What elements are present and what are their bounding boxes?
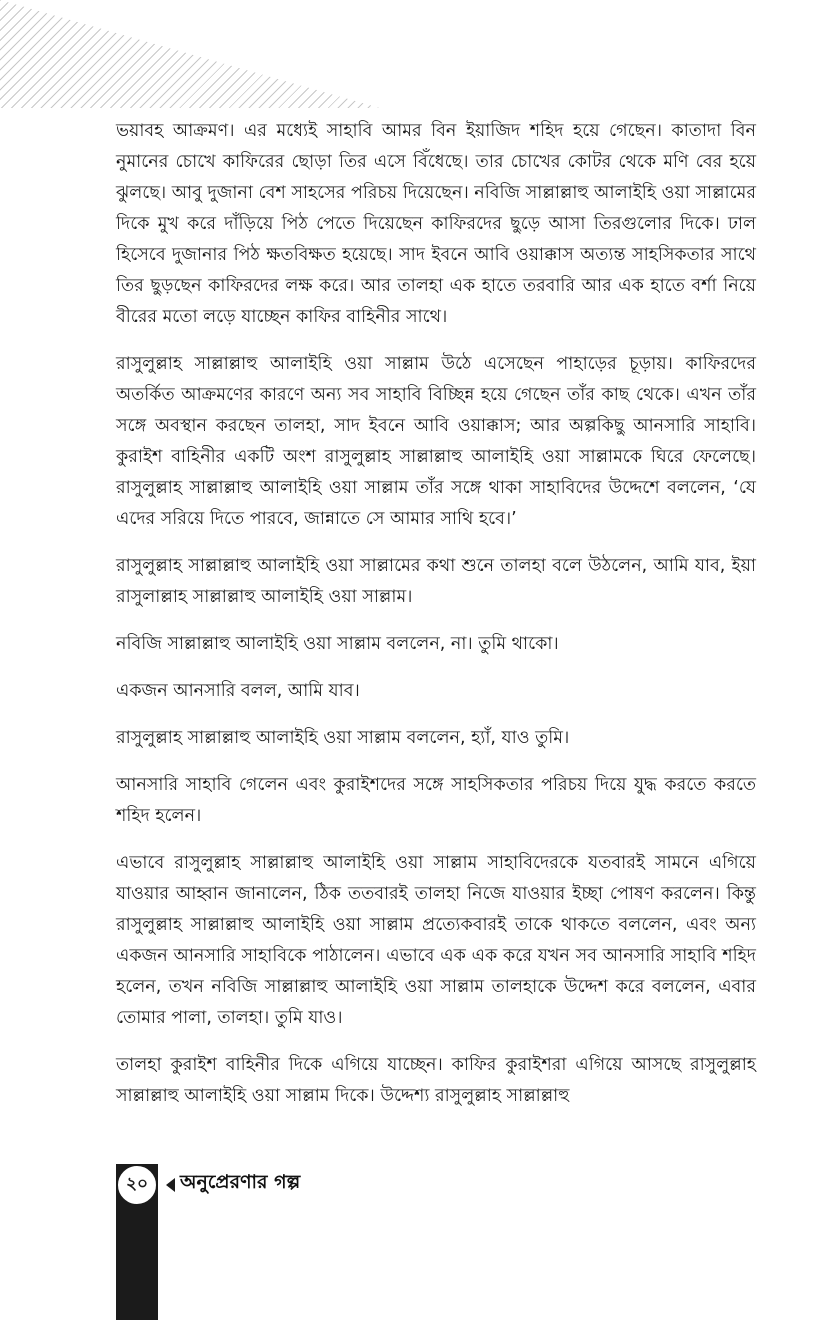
paragraph: রাসুলুল্লাহ সাল্লাল্লাহু আলাইহি ওয়া সাল্লাম উঠে এসেছেন পাহাড়ের চূড়ায়। কাফিরদের অতর্কিত আক্রমণের কারণে অন্য সব সাহাবি বিচ্ছিন্ন হয়ে গেছেন তাঁর কাছ থেকে। এখন তাঁর সঙ্গে অবস্থান করছেন তালহা, সাদ ইবনে আবি ওয়াক্কাস; আর অল্পকিছু আনসারি সাহাবি। কুরাইশ বাহিনীর একটি অংশ রাসুলুল্লাহ সাল্লাল্লাহু আলাইহি ওয়া সাল্লামকে ঘিরে ফেলেছে। রাসুলুল্লাহ সাল্লাল্লাহু আলাইহি ওয়া সাল্লাম তাঁর সঙ্গে থাকা সাহাবিদের উদ্দেশে বললেন, ‘যে এদের সরিয়ে দিতে পারবে, জান্নাতে সে আমার সাথি হবে।’ bbox=[116, 354, 756, 529]
paragraph: রাসুলুল্লাহ সাল্লাল্লাহু আলাইহি ওয়া সাল্লাম বললেন, হ্যাঁ, যাও তুমি। bbox=[116, 728, 570, 748]
paragraph: আনসারি সাহাবি গেলেন এবং কুরাইশদের সঙ্গে সাহসিকতার পরিচয় দিয়ে যুদ্ধ করতে করতে শহিদ হলেন। bbox=[116, 775, 756, 826]
paragraph: রাসুলুল্লাহ সাল্লাল্লাহু আলাইহি ওয়া সাল্লামের কথা শুনে তালহা বলে উঠলেন, আমি যাব, ইয়া রাসুলাল্লাহ সাল্লাল্লাহু আলাইহি ওয়া সাল্লাম। bbox=[116, 556, 756, 607]
book-title: অনুপ্রেরণার গল্প bbox=[180, 1171, 301, 1193]
paragraph: ভয়াবহ আক্রমণ। এর মধ্যেই সাহাবি আমর বিন ইয়াজিদ শহিদ হয়ে গেছেন। কাতাদা বিন নুমানের চোখে কাফিরের ছোড়া তির এসে বিঁধেছে। তার চোখের কোটর থেকে মণি বের হয়ে ঝুলছে। আবু দুজানা বেশ সাহসের পরিচয় দিয়েছেন। নবিজি সাল্লাল্লাহু আলাইহি ওয়া সাল্লামের দিকে মুখ করে দাঁড়িয়ে পিঠ পেতে দিয়েছেন কাফিরদের ছুড়ে আসা তিরগুলোর দিকে। ঢাল হিসেবে দুজানার পিঠ ক্ষতবিক্ষত হয়েছে। সাদ ইবনে আবি ওয়াক্কাস অত্যন্ত সাহসিকতার সাথে তির ছুড়ছেন কাফিরদের লক্ষ করে। আর তালহা এক হাতে তরবারি আর এক হাতে বর্শা নিয়ে বীরের মতো লড়ে যাচ্ছেন কাফির বাহিনীর সাথে। bbox=[116, 121, 756, 327]
body-text bbox=[116, 116, 756, 1128]
paragraph: তালহা কুরাইশ বাহিনীর দিকে এগিয়ে যাচ্ছেন। কাফির কুরাইশরা এগিয়ে আসছে রাসুলুল্লাহ সাল্লাল্লাহু আলাইহি ওয়া সাল্লাম দিকে। উদ্দেশ্য রাসুলুল্লাহ সাল্লাল্লাহু bbox=[116, 1055, 756, 1106]
left-arrow-icon bbox=[166, 1178, 175, 1192]
corner-hatch-decoration bbox=[0, 0, 380, 108]
paragraph: এভাবে রাসুলুল্লাহ সাল্লাল্লাহু আলাইহি ওয়া সাল্লাম সাহাবিদেরকে যতবারই সামনে এগিয়ে যাওয়ার আহ্বান জানালেন, ঠিক ততবারই তালহা নিজে যাওয়ার ইচ্ছা পোষণ করলেন। কিন্তু রাসুলুল্লাহ সাল্লাল্লাহু আলাইহি ওয়া সাল্লাম প্রত্যেকবারই তাকে থাকতে বললেন, এবং অন্য একজন আনসারি সাহাবিকে পাঠালেন। এভাবে এক এক করে যখন সব আনসারি সাহাবি শহিদ হলেন, তখন নবিজি সাল্লাল্লাহু আলাইহি ওয়া সাল্লাম তালহাকে উদ্দেশ করে বললেন, এবার তোমার পালা, তালহা। তুমি যাও। bbox=[116, 853, 756, 1028]
paragraph: একজন আনসারি বলল, আমি যাব। bbox=[116, 681, 360, 701]
page-number: ২০ bbox=[116, 1164, 158, 1206]
paragraph: নবিজি সাল্লাল্লাহু আলাইহি ওয়া সাল্লাম বললেন, না। তুমি থাকো। bbox=[116, 634, 559, 654]
